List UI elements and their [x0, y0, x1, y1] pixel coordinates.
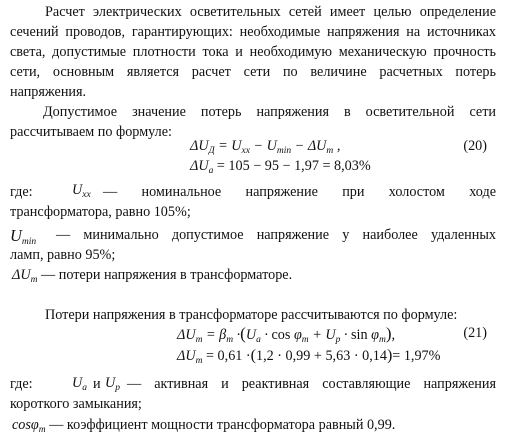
dut-text: — потери напряжения в трансформаторе. — [41, 267, 293, 283]
where-label-1: где: — [10, 184, 33, 200]
paragraph-1-line-5: напряжения. — [10, 84, 87, 100]
formula-20-line-1: $\Delta U_Д = U_{xx} - U_{min} - \Delta U_т$ , — [190, 138, 341, 156]
paragraph-2-line-1: Допустимое значение потерь напряжения в осветительной сети — [43, 104, 496, 120]
formula-21-number: (21) — [463, 325, 487, 341]
uxx-text: — номинальное напряжение при холостом ходе — [103, 184, 496, 200]
uxx-symbol: $U_{xx}$ — [72, 182, 91, 200]
paragraph-1-line-4: сети, основным является расчет сети по величине расчетных потерь — [10, 64, 496, 80]
cos-phi-symbol: cosφ$_т$ — [12, 417, 46, 435]
definition-umin-cont: ламп, равно 95%; — [10, 247, 116, 263]
paragraph-1-line-2: сечений проводов, гарантирующих: необходимые напряжения на источниках — [10, 24, 496, 40]
dut-symbol: $\Delta U_т$ — [12, 267, 38, 285]
paragraph-1-line-3: света, допустимые плотности тока и необходимую механическую прочность — [10, 44, 496, 60]
definition-uxx-cont: трансформатора, равно 105%; — [10, 204, 191, 220]
definition-uaup-cont: короткого замыкания; — [10, 396, 142, 412]
and-word: и — [93, 376, 101, 392]
formula-20-number: (20) — [463, 138, 487, 154]
definition-uaup — [10, 376, 496, 393]
paragraph-2-line-2: рассчитываем по формуле: — [10, 124, 172, 140]
formula-21-line-2: $\Delta U_т = 0,61 \cdot(1,2 \cdot 0,99 + 5,63 \cdot 0,14)= 1,97\%$ — [177, 347, 441, 366]
ua-symbol: $U_a$ — [72, 375, 87, 393]
up-symbol: $U_p$ — [105, 375, 120, 393]
cos-text: — коэффициент мощности трансформатора равный 0,99. — [49, 417, 396, 433]
uaup-text: — активная и реактивная составляющие напряжения — [127, 376, 496, 392]
formula-20-line-2: $\Delta U_a = 105 - 95 - 1,97 = 8,03\%$ — [190, 158, 371, 176]
umin-text: — минимально допустимое напряжение у наиболее удаленных — [56, 227, 496, 243]
definition-cos — [12, 417, 395, 434]
definition-uxx — [10, 184, 496, 201]
where-label-2: где: — [10, 376, 33, 392]
definition-umin — [10, 227, 496, 246]
paragraph-1-line-1: Расчет электрических осветительных сетей имеет целью определение — [45, 4, 496, 20]
formula-21-line-1: $\Delta U_т = \beta_m \cdot(U_a \cdot \cos \varphi_т + U_p \cdot \sin \varphi_т)$, — [177, 324, 396, 345]
umin-symbol: $U_{min}$ — [10, 226, 37, 247]
paragraph-3-line-1: Потери напряжения в трансформаторе рассчитываются по формуле: — [45, 307, 458, 323]
definition-dut — [12, 267, 292, 284]
